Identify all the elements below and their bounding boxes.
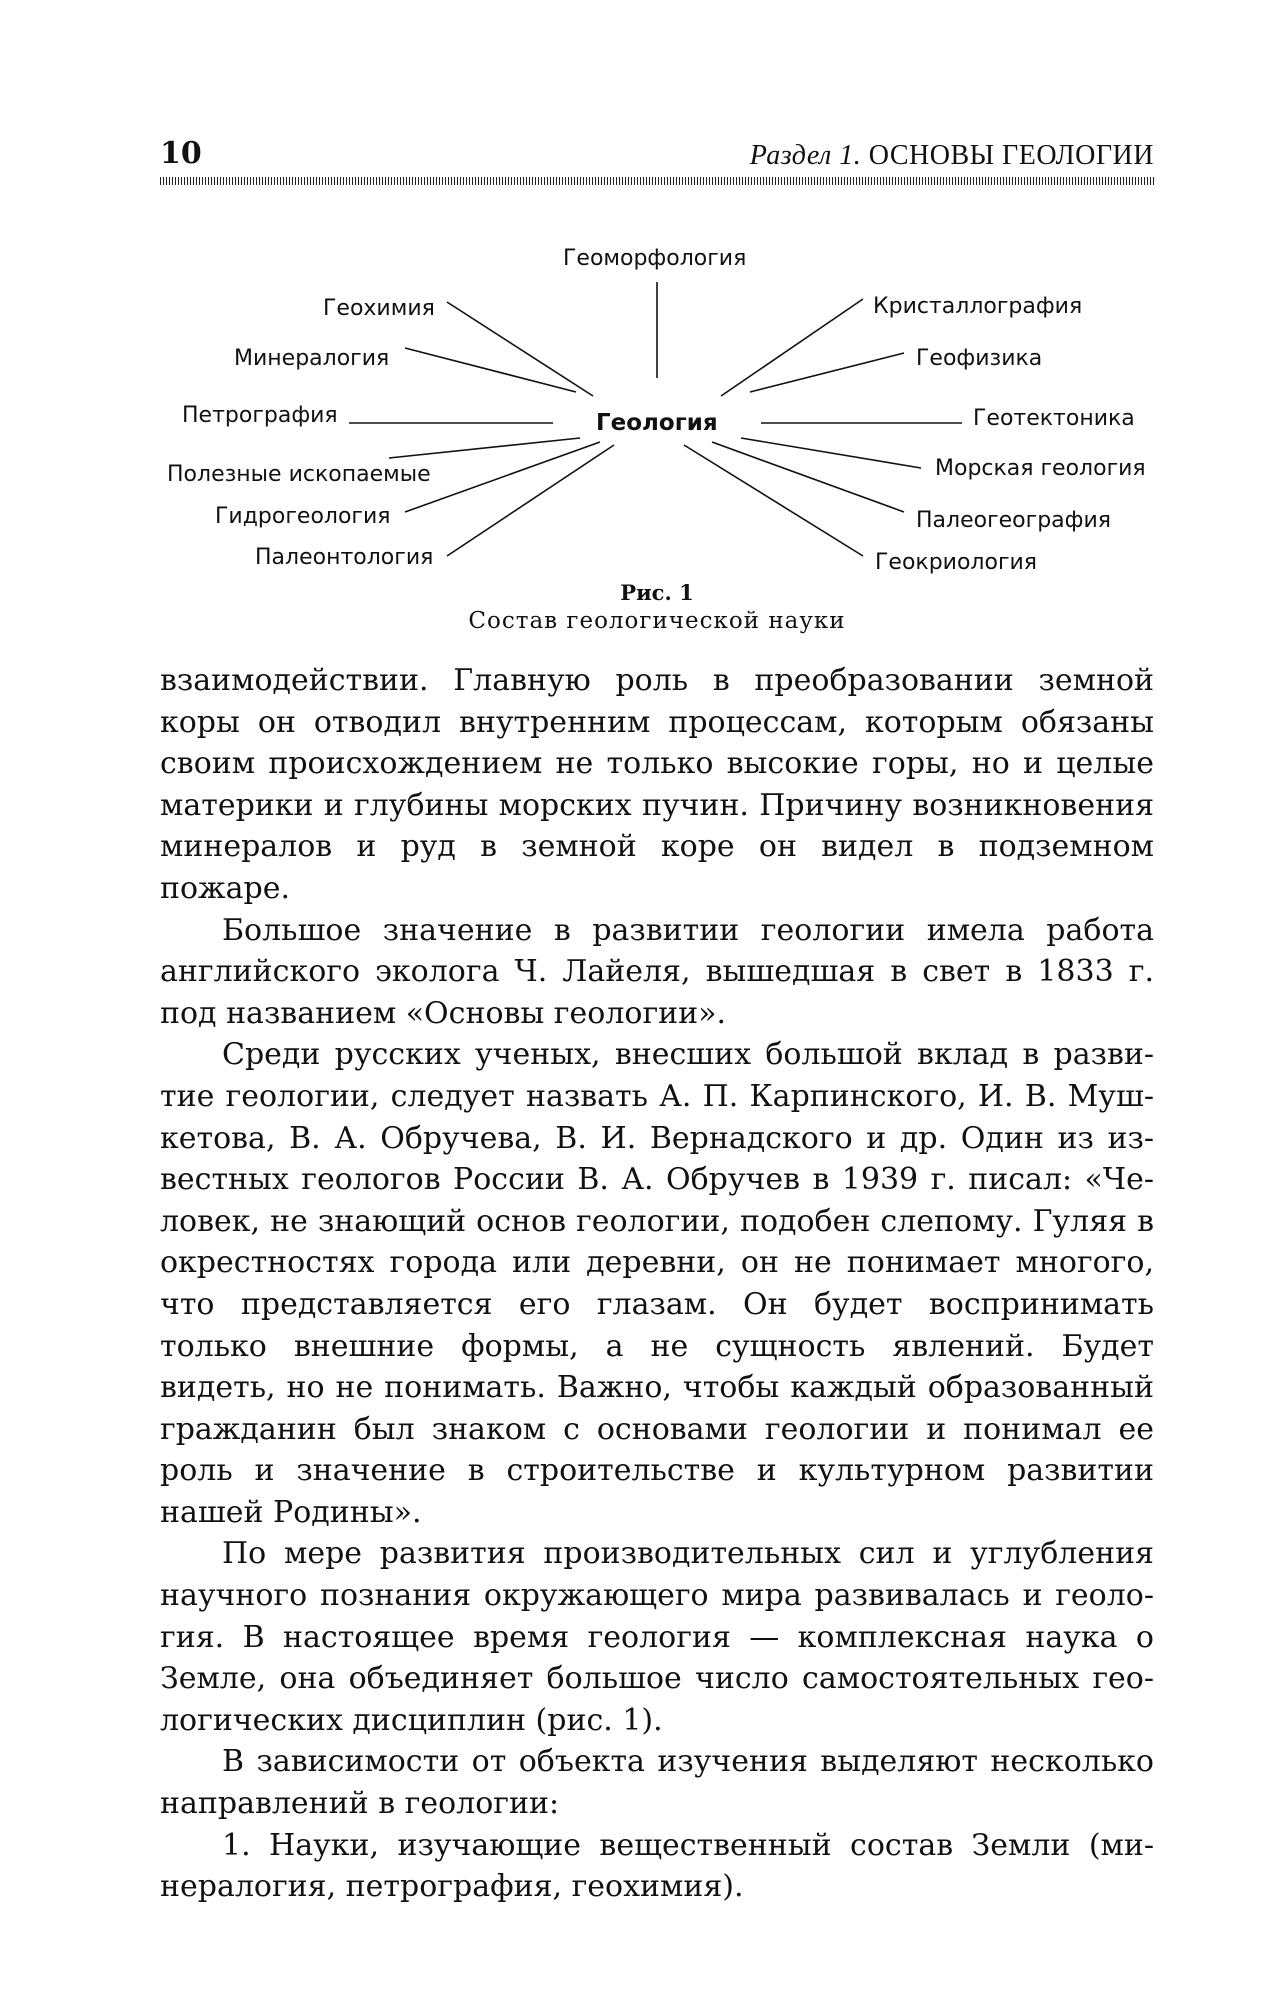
- paragraph: В зависимости от объекта изучения выделяют несколько направлений в геологии:: [160, 1744, 1154, 1822]
- geology-diagram: [160, 236, 1154, 636]
- connector-paleogeography: [712, 442, 904, 512]
- branch-label: Морская геология: [935, 456, 1146, 481]
- connector-mineral-resources: [389, 438, 580, 458]
- header-rule: [160, 177, 1154, 185]
- branch-label: Геоморфология: [563, 246, 747, 271]
- paragraph: По мере развития производительных сил и углубления научного познания окружающего мира развивалась и геология. В настоящее время геология — комплексная наука о Земле, она объединяет большое число самостоятельных геологических дисциплин (рис. 1).: [160, 1536, 1154, 1738]
- paragraph: Большое значение в развитии геологии имела работа английского эколога Ч. Лайеля, вышедшая в свет в 1833 г. под названием «Основы геологии».: [160, 912, 1154, 1031]
- figure-caption: [160, 580, 1154, 636]
- figure-title: Состав геологической науки: [468, 608, 846, 634]
- branch-label: Геофизика: [916, 346, 1043, 371]
- branch-label: Палеонтология: [255, 545, 434, 570]
- section-label: Раздел 1.: [749, 140, 862, 171]
- connector-geochemistry: [447, 302, 593, 396]
- branch-label: Геокриология: [875, 550, 1038, 575]
- paragraph: взаимодействии. Главную роль в преобразовании земной коры он отводил внутренним процессам, которым обязаны своим происхождением не только высокие горы, но и целые материки и глубины морских пучин. Причину возникновения минералов и руд в земной коре он видел в подземном пожаре.: [160, 663, 1154, 906]
- branch-label: Геотектоника: [973, 406, 1135, 431]
- connector-marine-geology: [741, 438, 921, 468]
- branch-label: Палеогеография: [916, 508, 1111, 533]
- branch-label: Минералогия: [234, 346, 390, 371]
- branch-label: Гидрогеология: [215, 504, 391, 529]
- connector-paleontology: [447, 445, 614, 556]
- connector-geocryology: [684, 445, 863, 556]
- page-number: 10: [160, 136, 202, 171]
- connector-mineralogy: [405, 348, 576, 392]
- running-head: [750, 140, 1154, 172]
- body-text: [160, 660, 1154, 1908]
- connector-geophysics: [750, 353, 904, 392]
- branch-label: Полезные ископаемые: [167, 462, 431, 487]
- paragraph: 1. Науки, изучающие вещественный состав Земли (минералогия, петрография, геохимия).: [160, 1827, 1154, 1905]
- page-header: [160, 136, 1154, 176]
- diagram-center-label: Геология: [596, 410, 718, 436]
- paragraph: Среди русских ученых, внесших большой вклад в развитие геологии, следует назвать А. П. Карпинского, И. В. Мушкетова, В. А. Обручева, В. И. Вернадского и др. Один из известных геологов России В. А. Обручев в 1939 г. писал: «Человек, не знающий основ геологии, подобен слепому. Гуляя в окрестностях города или деревни, он не понимает многого, что представляется его глазам. Он будет воспринимать только внешние формы, а не сущность явлений. Будет видеть, но не понимать. Важно, чтобы каждый образованный гражданин был знаком с основами геологии и понимал ее роль и значение в строительстве и культурном развитии нашей Родины».: [160, 1037, 1154, 1530]
- branch-label: Геохимия: [323, 296, 435, 321]
- branch-label: Кристаллография: [873, 294, 1083, 319]
- branch-label: Петрография: [182, 403, 338, 428]
- figure-number: Рис. 1: [620, 580, 694, 605]
- section-title: ОСНОВЫ ГЕОЛОГИИ: [868, 140, 1154, 171]
